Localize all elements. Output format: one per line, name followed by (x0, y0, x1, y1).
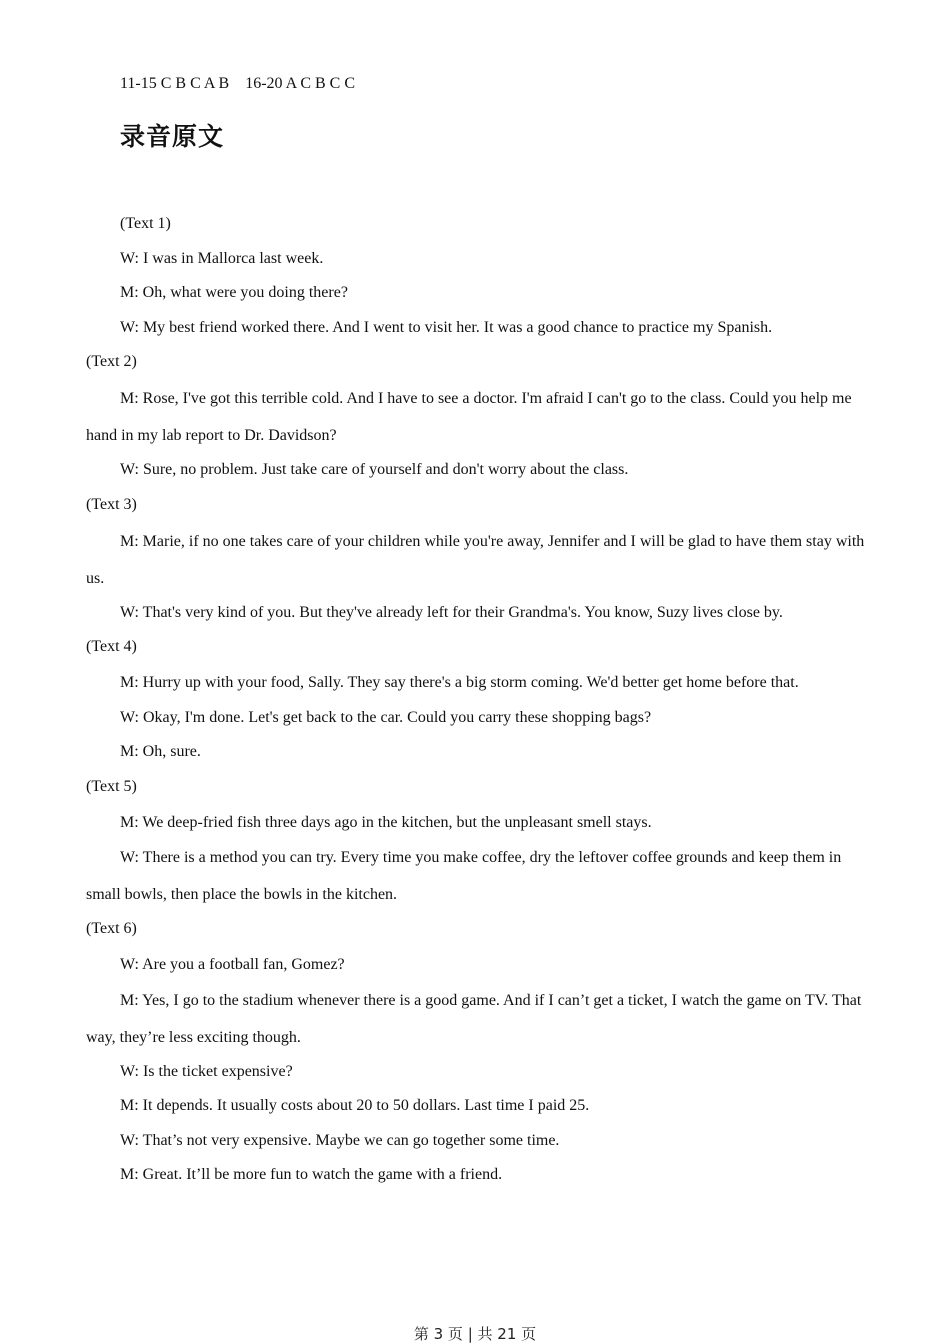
text2-label: (Text 2) (86, 353, 137, 370)
text6-line: W: That’s not very expensive. Maybe we can go together some time. (120, 1131, 560, 1149)
text1-label: (Text 1) (120, 215, 171, 232)
text2-line: W: Sure, no problem. Just take care of yourself and don't worry about the class. (120, 461, 629, 478)
text4-label: (Text 4) (86, 638, 137, 655)
transcript (86, 212, 866, 1198)
text6-line: M: Great. It’ll be more fun to watch the game with a friend. (120, 1166, 503, 1183)
text1-line: W: My best friend worked there. And I went to visit her. It was a good chance to practice my Spanish. (120, 318, 773, 336)
text5-line: M: We deep-fried fish three days ago in the kitchen, but the unpleasant smell stays. (120, 813, 652, 831)
text6-line: M: It depends. It usually costs about 20 to 50 dollars. Last time I paid 25. (120, 1097, 590, 1114)
answer-key: 11-15 C B C A B 16-20 A C B C C (120, 75, 356, 92)
page-footer: 第 3 页 | 共 21 页 (413, 1325, 537, 1343)
text6-paragraph: M: Yes, I go to the stadium whenever there is a good game. And if I can’t get a ticket, I watch the game on TV. That way, they’re less exciting though. (86, 991, 862, 1046)
text5-label: (Text 5) (86, 777, 137, 795)
text3-paragraph: M: Marie, if no one takes care of your children while you're away, Jennifer and I will be glad to have them stay with us. (86, 532, 865, 587)
text4-line: M: Oh, sure. (120, 743, 201, 760)
text3-label: (Text 3) (86, 495, 137, 513)
text5-paragraph: W: There is a method you can try. Every time you make coffee, dry the leftover coffee grounds and keep them in small bowls, then place the bowls in the kitchen. (86, 849, 842, 903)
text2-paragraph: M: Rose, I've got this terrible cold. And I have to see a doctor. I'm afraid I can't go to the class. Could you help me hand in my lab report to Dr. Davidson? (86, 390, 852, 444)
text3-line: W: That's very kind of you. But they've already left for their Grandma's. You know, Suzy lives close by. (120, 603, 783, 621)
section-heading: 录音原文 (120, 122, 225, 151)
text4-line: M: Hurry up with your food, Sally. They say there's a big storm coming. We'd better get home before that. (120, 674, 799, 691)
text6-label: (Text 6) (86, 920, 137, 937)
text4-line: W: Okay, I'm done. Let's get back to the car. Could you carry these shopping bags? (120, 708, 652, 726)
text1-line: W: I was in Mallorca last week. (120, 249, 324, 267)
text1-line: M: Oh, what were you doing there? (120, 284, 348, 301)
text6-line: W: Are you a football fan, Gomez? (120, 956, 345, 973)
text6-line: W: Is the ticket expensive? (120, 1062, 293, 1080)
